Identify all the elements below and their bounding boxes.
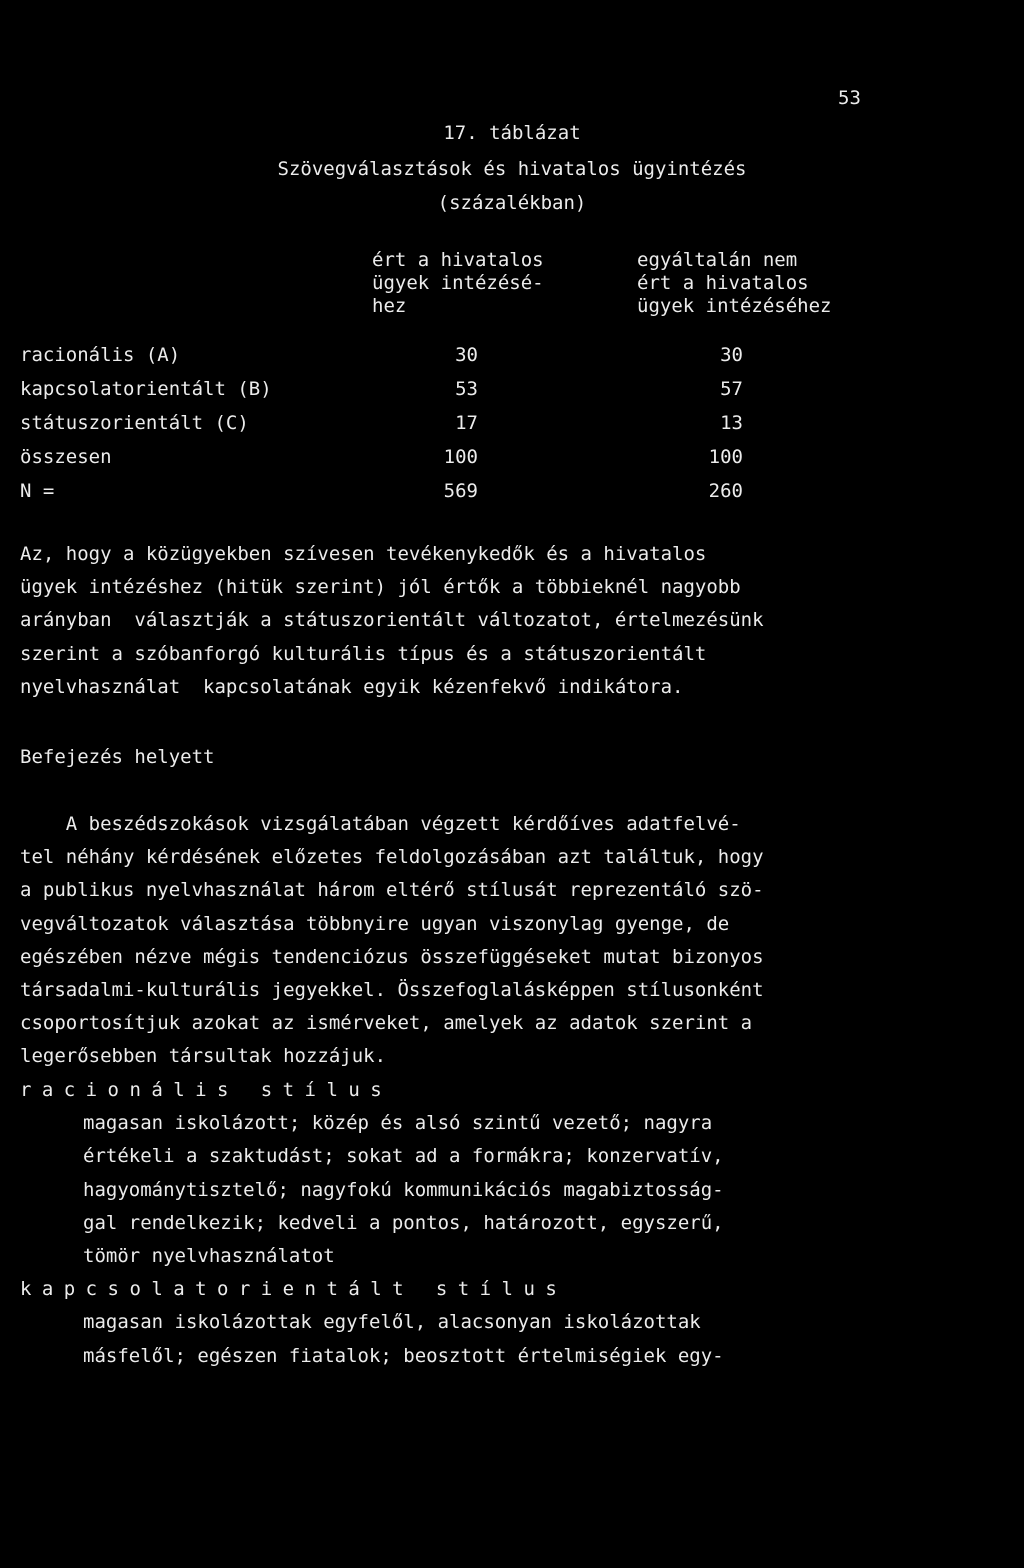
text-line: ügyek intézéshez (hitük szerint) jól értők a többieknél nagyobb <box>20 576 741 599</box>
column-header-line: ügyek intézésé- <box>372 272 544 294</box>
column-header-1 <box>372 249 544 318</box>
row-label: N = <box>20 480 55 502</box>
column-header-line: ért a hivatalos <box>637 272 809 294</box>
column-header-line: egyáltalán nem <box>637 249 798 271</box>
text-line: legerősebben társultak hozzájuk. <box>20 1045 387 1068</box>
text-line: A beszédszokások vizsgálatában végzett kérdőíves adatfelvé- <box>20 813 741 835</box>
column-header-line: hez <box>372 295 407 317</box>
text-line: egészében nézve mégis tendenciózus összefüggéseket mutat bizonyos <box>20 945 764 968</box>
text-line: nyelvhasználat kapcsolatának egyik kézenfekvő indikátora. <box>20 675 684 698</box>
table-title: Szövegválasztások és hivatalos ügyintézés <box>277 158 747 180</box>
row-label: racionális (A) <box>20 344 181 366</box>
text-line: Az, hogy a közügyekben szívesen tevékenykedők és a hivatalos <box>20 543 707 565</box>
text-line: másfelől; egészen fiatalok; beosztott értelmiségiek egy- <box>83 1344 724 1367</box>
text-line: tel néhány kérdésének előzetes feldolgozásában azt találtuk, hogy <box>20 846 764 869</box>
text-line: hagyománytisztelő; nagyfokú kommunikációs magabiztosság- <box>83 1178 724 1201</box>
row-label: összesen <box>20 446 112 468</box>
text-line: vegváltozatok választása többnyire ugyan viszonylag gyenge, de <box>20 912 730 935</box>
style-heading-kapcsolatorientalt: kapcsolatorientált stílus <box>20 1278 568 1301</box>
text-line: tömör nyelvhasználatot <box>83 1244 335 1267</box>
text-line: csoportosítjuk azokat az ismérveket, amelyek az adatok szerint a <box>20 1012 753 1035</box>
style-heading-racionalis: racionális stílus <box>20 1079 393 1101</box>
row-value-2: 13 <box>720 412 743 434</box>
column-header-line: ért a hivatalos <box>372 249 544 271</box>
row-label: státuszorientált (C) <box>20 412 249 434</box>
column-header-line: ügyek intézéséhez <box>637 295 832 317</box>
text-line: magasan iskolázottak egyfelől, alacsonyan iskolázottak <box>83 1311 701 1334</box>
text-line: szerint a szóbanforgó kulturális típus és a státuszorientált <box>20 642 707 665</box>
row-value-1: 17 <box>455 412 478 434</box>
text-line: gal rendelkezik; kedveli a pontos, határozott, egyszerű, <box>83 1211 724 1234</box>
row-label: kapcsolatorientált (B) <box>20 378 272 400</box>
row-value-1: 100 <box>443 446 478 468</box>
section-heading: Befejezés helyett <box>20 746 215 768</box>
row-value-1: 30 <box>455 344 478 366</box>
paragraph-2 <box>20 808 980 1074</box>
table-number: 17. táblázat <box>443 122 581 144</box>
paragraph-1 <box>20 538 980 704</box>
text-line: a publikus nyelvhasználat három eltérő stílusát reprezentáló szö- <box>20 879 764 902</box>
row-value-2: 57 <box>720 378 743 400</box>
row-value-2: 100 <box>708 446 743 468</box>
text-line: társadalmi-kulturális jegyekkel. Összefoglalásképpen stílusonként <box>20 978 764 1001</box>
page-number: 53 <box>838 87 861 109</box>
row-value-1: 53 <box>455 378 478 400</box>
style-list <box>20 1074 1000 1373</box>
text-line: értékeli a szaktudást; sokat ad a formákra; konzervatív, <box>83 1145 724 1168</box>
text-line: magasan iskolázott; közép és alsó szintű vezető; nagyra <box>83 1112 713 1135</box>
row-value-2: 30 <box>720 344 743 366</box>
table-unit: (százalékban) <box>437 192 587 214</box>
text-line: arányban választják a státuszorientált változatot, értelmezésünk <box>20 609 764 632</box>
row-value-1: 569 <box>443 480 478 502</box>
row-value-2: 260 <box>708 480 743 502</box>
column-header-2 <box>637 249 831 318</box>
